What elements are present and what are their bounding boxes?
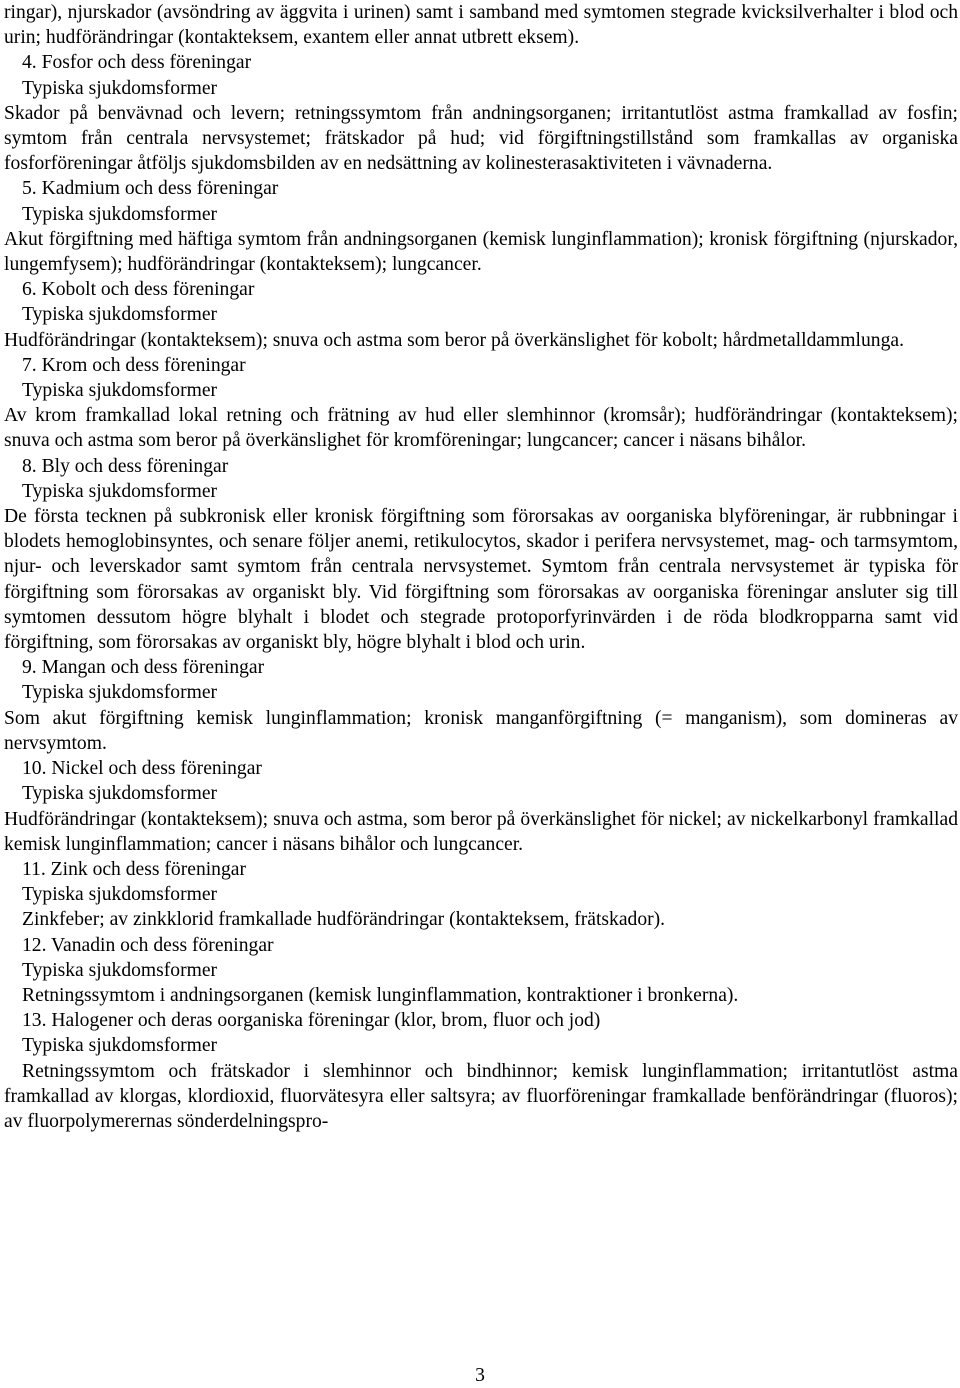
section-text: Hudförändringar (kontakteksem); snuva och astma som beror på överkänslighet för kobolt; hårdmetalldammlunga.: [4, 329, 904, 351]
section-8: [4, 454, 958, 656]
section-text: Skador på benvävnad och levern; retningssymtom från andningsorganen; irritantutlöst astma framkallad av fosfin; symtom från centrala nervsystemet; frätskador på hud; vid förgiftningstillstånd som framkallas av organiska fosforföreningar åtföljs sjukdomsbilden av en nedsättning av kolinesterasaktiviteten i vävnaderna.: [4, 102, 958, 175]
section-heading: 8. Bly och dess föreningar: [22, 455, 229, 477]
section-label: Typiska sjukdomsformer: [22, 380, 218, 402]
section-label: Typiska sjukdomsformer: [22, 203, 218, 225]
section-heading: 9. Mangan och dess föreningar: [22, 657, 265, 679]
section-text: Retningssymtom i andningsorganen (kemisk lunginflammation, kontraktioner i bronkerna).: [22, 984, 739, 1006]
section-text: Zinkfeber; av zinkklorid framkallade hudförändringar (kontakteksem, frätskador).: [22, 909, 666, 931]
section-heading: 5. Kadmium och dess föreningar: [22, 178, 279, 200]
document-page: [4, 0, 958, 1134]
section-10: [4, 756, 958, 857]
section-text: Som akut förgiftning kemisk lunginflammation; kronisk manganförgiftning (= manganism), som domineras av nervsymtom.: [4, 707, 958, 754]
section-heading: 6. Kobolt och dess föreningar: [22, 279, 255, 301]
section-7: [4, 353, 958, 454]
section-11: [4, 857, 958, 933]
intro-paragraph: ringar), njurskador (avsöndring av äggvita i urinen) samt i samband med symtomen stegrade kvicksilverhalter i blod och urin; hudförändringar (kontakteksem, exantem eller annat utbrett eksem).: [4, 2, 958, 49]
section-label: Typiska sjukdomsformer: [22, 304, 218, 326]
section-label: Typiska sjukdomsformer: [22, 1035, 218, 1057]
section-heading: 11. Zink och dess föreningar: [22, 858, 246, 880]
section-heading: 7. Krom och dess föreningar: [22, 354, 246, 376]
section-label: Typiska sjukdomsformer: [22, 480, 218, 502]
section-label: Typiska sjukdomsformer: [22, 77, 218, 99]
section-text: Retningssymtom och frätskador i slemhinnor och bindhinnor; kemisk lunginflammation; irritantutlöst astma framkallad av klorgas, klordioxid, fluorvätesyra eller saltsyra; av fluorföreningar framkallade benförändringar (fluoros); av fluorpolymerernas sönderdelningspro-: [4, 1060, 958, 1132]
section-label: Typiska sjukdomsformer: [22, 783, 218, 805]
section-9: [4, 655, 958, 756]
section-heading: 4. Fosfor och dess föreningar: [22, 52, 252, 74]
section-12: [4, 933, 958, 1009]
section-text: Hudförändringar (kontakteksem); snuva och astma, som beror på överkänslighet för nickel; av nickelkarbonyl framkallad kemisk lunginflammation; cancer i näsans bihålor och lungcancer.: [4, 808, 958, 855]
section-heading: 10. Nickel och dess föreningar: [22, 758, 262, 780]
section-heading: 12. Vanadin och dess föreningar: [22, 934, 274, 956]
section-label: Typiska sjukdomsformer: [22, 884, 218, 906]
section-text: Akut förgiftning med häftiga symtom från andningsorganen (kemisk lunginflammation); kronisk förgiftning (njurskador, lungemfysem); hudförändringar (kontakteksem); lungcancer.: [4, 228, 958, 276]
section-label: Typiska sjukdomsformer: [22, 959, 218, 981]
page-number: 3: [475, 1365, 485, 1386]
section-4: [4, 50, 958, 176]
section-text: De första tecknen på subkronisk eller kronisk förgiftning som förorsakas av oorganiska blyföreningar, är rubbningar i blodets hemoglobinsyntes, och senare följer anemi, retikulocytos, skador i perifera nervsystemet, mag- och tarmsymtom, njur- och leverskador samt symtom från centrala nervsystemet. Symtom från centrala nervsystemet är typiska för förgiftning som förorsakas av organiskt bly. Vid förgiftning som förorsakas av oorganiska föreningar ansluter sig till symtomen dessutom högre blyhalt i blodet och stegrade protoporfyrinvärden i de röda blodkropparna samt vid förgiftning, som förorsakas av organiskt bly, högre blyhalt i blod och urin.: [4, 506, 958, 654]
section-5: [4, 176, 958, 277]
section-label: Typiska sjukdomsformer: [22, 682, 218, 704]
section-6: [4, 277, 958, 353]
section-13: [4, 1008, 958, 1134]
section-heading: 13. Halogener och deras oorganiska föreningar (klor, brom, fluor och jod): [22, 1010, 601, 1032]
section-text: Av krom framkallad lokal retning och frätning av hud eller slemhinnor (kromsår); hudförändringar (kontakteksem); snuva och astma som beror på överkänslighet för kromföreningar; lungcancer; cancer i näsans bihålor.: [4, 405, 958, 452]
